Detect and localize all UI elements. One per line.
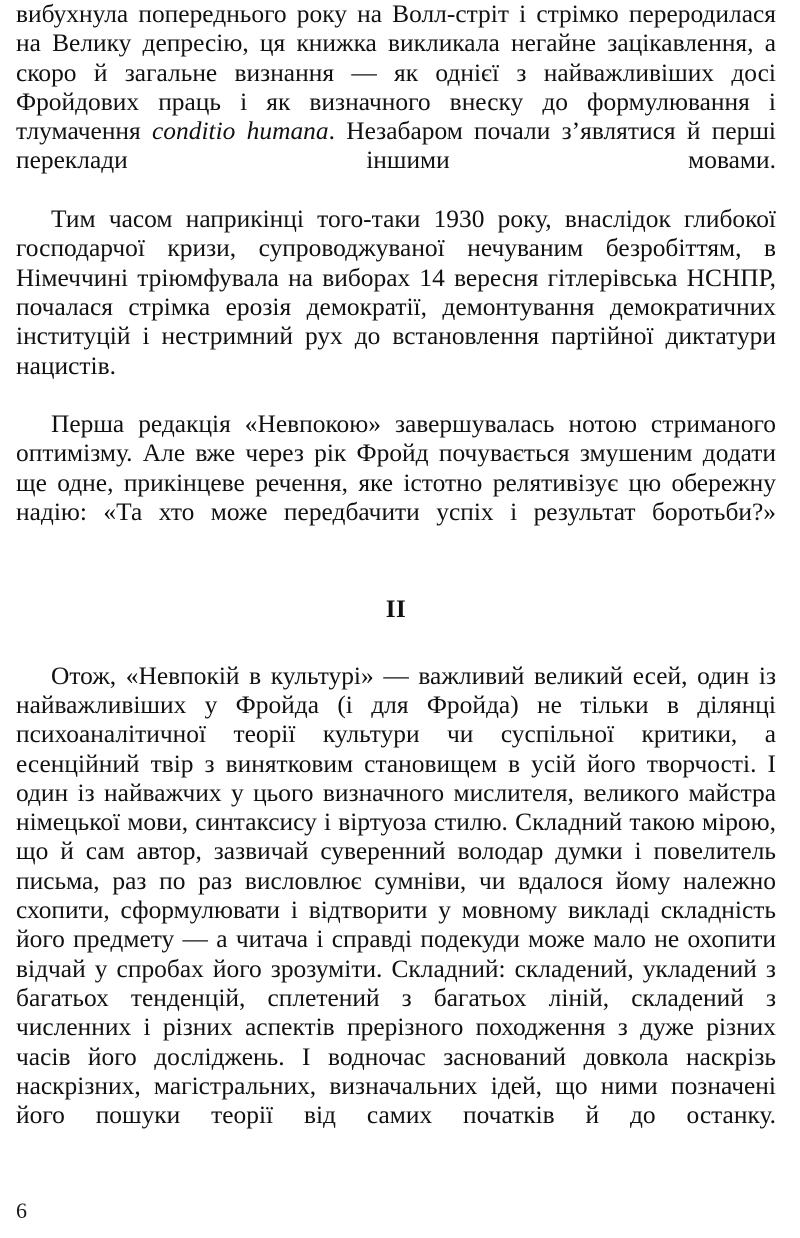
heading-spacer-above [16, 557, 776, 595]
page-number: 6 [16, 1198, 27, 1223]
paragraph-two: Тим часом наприкінці того-таки 1930 року, внаслідок глибокої господарчої кризи, супроводжуваної нечуваним безробіттям, в Німеччині тріюмфувала на виборах 14 вересня гітлерівська НСНПР, почалася стрімка ерозія демократії, демонтування демократичних інституцій і нестримний рух до встановлення партійної диктатури нацистів. [16, 205, 776, 380]
paragraph-text-after-italic: . Незабаром почали з’являтися й перші переклади іншими мовами. [16, 117, 776, 175]
paragraph-continued [16, 0, 776, 205]
latin-phrase-italic: conditio humana [152, 117, 329, 146]
paragraph-text-before-italic: вибухнула попереднього року на Волл-стріт і стрімко переродилася на Велику депресію, ця книжка викликала негайне зацікавлення, а скоро й загальне визнання — як однієї з найважливіших досі Фройдових праць і як визначного внеску до формулювання і тлумачення [16, 0, 776, 146]
section-heading-roman-numeral: II [385, 595, 407, 623]
heading-spacer-below [16, 624, 776, 662]
paragraph-four: Отож, «Невпокій в культурі» — важливий великий есей, один із найважливіших у Фройда (і для Фройда) не тільки в ділянці психоаналітичної теорії культури чи суспільної критики, а есенційний твір з винятковим становищем в усій його творчості. І один із найважчих у цього визначного мислителя, великого майстра німецької мови, синтаксису і віртуоза стилю. Складний такою мірою, що й сам автор, зазвичай суверенний володар думки і повелитель письма, раз по раз висловлює сумніви, чи вдалося йому належно схопити, сформулювати і відтворити у мовному викладі складність його предмету — а читача і справді подекуди може мало не охопити відчай у спробах його зрозуміти. Складний: складений, укладений з багатьох тенденцій, сплетений з багатьох ліній, складений з численних і різних аспектів прерізного походження з дуже різних часів його досліджень. І водночас заснований довкола наскрізь наскрізних, магістральних, визначальних ідей, що ними позначені його пошуки теорії від самих початків й до останку. [16, 661, 776, 1130]
text-column [16, 0, 776, 1160]
paragraph-three: Перша редакція «Невпокою» завершувалась нотою стриманого оптимізму. Але вже через рік Фройд почувається змушеним додати ще одне, прикінцеве речення, яке істотно релятивізує цю обережну надію: «Та хто може передбачити успіх і результат боротьби?» [16, 410, 776, 527]
